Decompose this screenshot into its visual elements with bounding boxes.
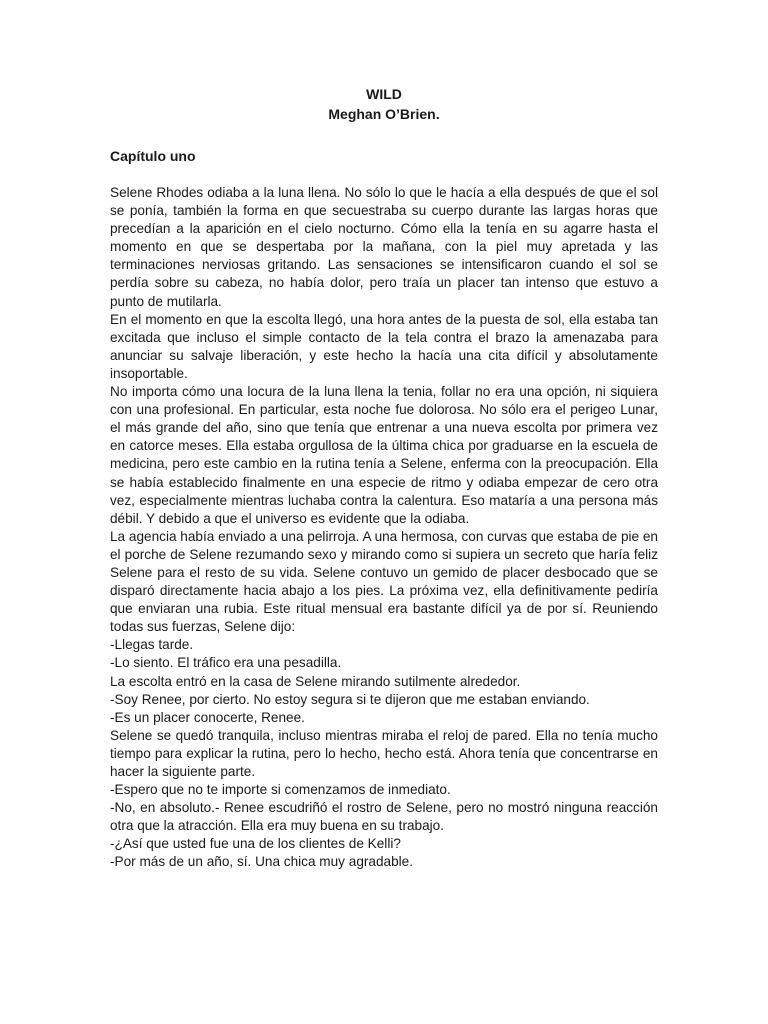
dialogue-line: -¿Así que usted fue una de los clientes de Kelli? (110, 836, 401, 852)
dialogue-line: -Llegas tarde. (110, 637, 194, 653)
document-page (110, 84, 658, 872)
paragraph: No importa cómo una locura de la luna llena la tenia, follar no era una opción, ni siquiera con una profesional. En particular, esta noche fue dolorosa. No sólo era el perigeo Lunar, el más grande del año, sino que tenía que entrenar a una nueva escolta por primera vez en catorce meses. Ella estaba orgullosa de la última chica por graduarse en la escuela de medicina, pero este cambio en la rutina tenía a Selene, enferma con la preocupación. Ella se había establecido finalmente en una especie de ritmo y odiaba empezar de cero otra vez, especialmente mientras luchaba contra la calentura. Eso mataría a una persona más débil. Y debido a que el universo es evidente que la odiaba. (110, 384, 658, 526)
book-author: Meghan O’Brien. (328, 106, 440, 122)
paragraph: En el momento en que la escolta llegó, una hora antes de la puesta de sol, ella estaba tan excitada que incluso el simple contacto de la tela contra el brazo la amenazaba para anunciar su salvaje liberación, y este hecho la hacía una cita difícil y absolutamente insoportable. (110, 311, 658, 381)
paragraph: Selene Rhodes odiaba a la luna llena. No sólo lo que le hacía a ella después de que el sol se ponía, también la forma en que secuestraba su cuerpo durante las largas horas que precedían a la aparición en el cielo nocturno. Cómo ella la tenía en su agarre hasta el momento en que se despertaba por la mañana, con la piel muy apretada y las terminaciones nerviosas gritando. Las sensaciones se intensificaron cuando el sol se perdía sobre su cabeza, no había dolor, pero traía un placer tan intenso que estuvo a punto de mutilarla. (110, 185, 658, 309)
dialogue-line: -Es un placer conocerte, Renee. (110, 709, 305, 725)
paragraph: Selene se quedó tranquila, incluso mientras miraba el reloj de pared. Ella no tenía mucho tiempo para explicar la rutina, pero lo hecho, hecho está. Ahora tenía que concentrarse en hacer la siguiente parte. (110, 727, 658, 779)
body-text (110, 184, 658, 872)
chapter-heading: Capítulo uno (110, 148, 196, 164)
dialogue-line: -Espero que no te importe si comenzamos de inmediato. (110, 782, 451, 798)
paragraph: La agencia había enviado a una pelirroja. A una hermosa, con curvas que estaba de pie en el porche de Selene rezumando sexo y mirando como si supiera un secreto que haría feliz Selene para el resto de su vida. Selene contuvo un gemido de placer desbocado que se disparó directamente hacia abajo a los pies. La próxima vez, ella definitivamente pediría que enviaran una rubia. Este ritual mensual era bastante difícil ya de por sí. Reuniendo todas sus fuerzas, Selene dijo: (110, 528, 658, 635)
paragraph: La escolta entró en la casa de Selene mirando sutilmente alrededor. (110, 673, 521, 689)
dialogue-line: -Por más de un año, sí. Una chica muy agradable. (110, 854, 413, 870)
dialogue-line: -Lo siento. El tráfico era una pesadilla. (110, 655, 342, 671)
dialogue-line: -No, en absoluto.- Renee escudriñó el rostro de Selene, pero no mostró ninguna reacción otra que la atracción. Ella era muy buena en su trabajo. (110, 800, 658, 834)
book-title: WILD (366, 86, 402, 102)
title-block (110, 84, 658, 124)
dialogue-line: -Soy Renee, por cierto. No estoy segura si te dijeron que me estaban enviando. (110, 691, 590, 707)
